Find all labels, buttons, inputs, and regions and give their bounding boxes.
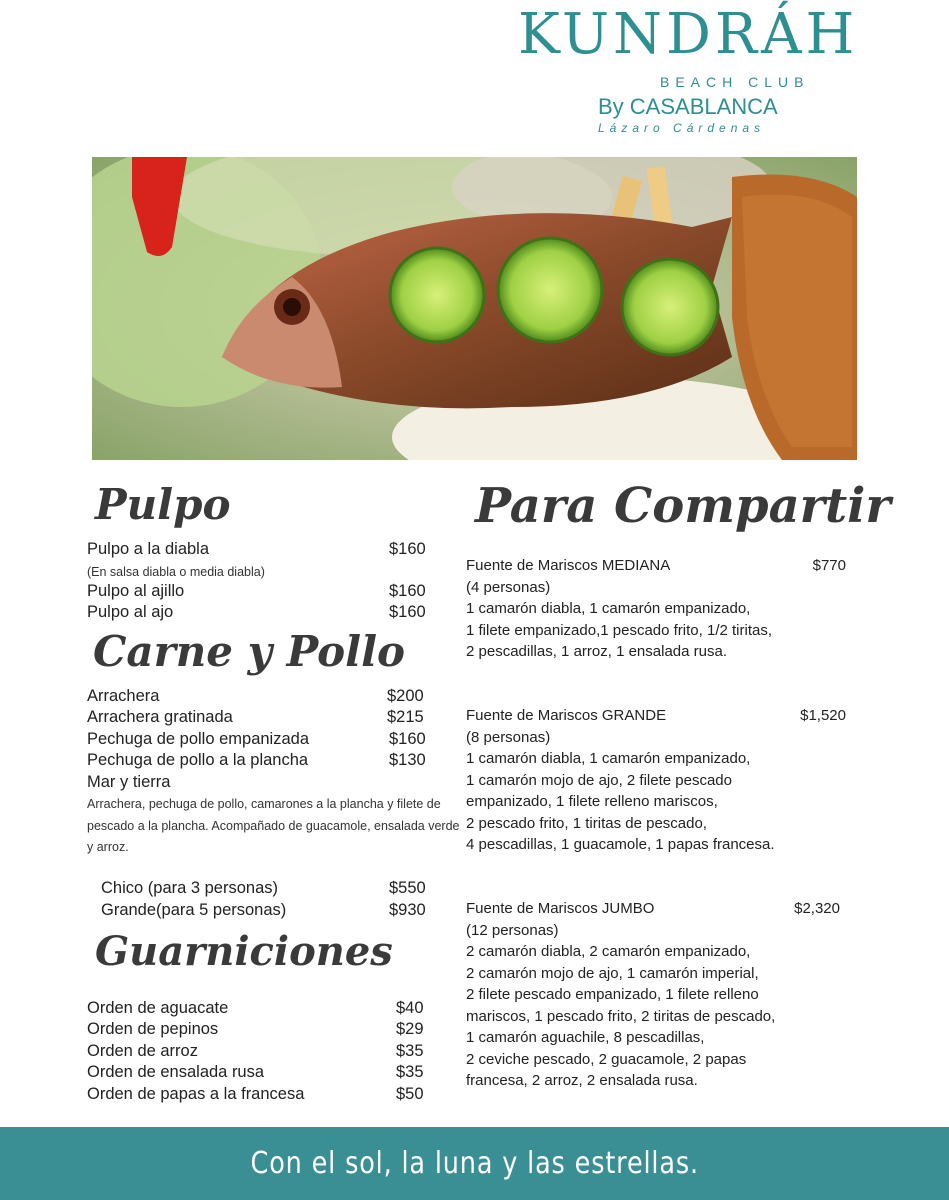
share-item-line: 1 camarón aguachile, 8 pescadillas, — [466, 1029, 705, 1046]
share-item-people: (8 personas) — [466, 728, 551, 746]
menu-item-name: Arrachera — [87, 687, 160, 705]
share-item-line: francesa, 2 arroz, 2 ensalada rusa. — [466, 1072, 698, 1089]
share-item-line: 2 pescado frito, 1 tiritas de pescado, — [466, 814, 707, 832]
fried-fish-illustration — [92, 157, 857, 460]
section-title-pulpo: Pulpo — [95, 480, 231, 529]
share-item-price: $770 — [812, 557, 846, 574]
menu-item-price: $215 — [387, 708, 424, 726]
share-item-line: 2 camarón diabla, 2 camarón empanizado, — [466, 943, 751, 960]
share-item-line: 1 filete empanizado,1 pescado frito, 1/2 tiritas, — [466, 621, 773, 639]
section-title-carne-pollo: Carne y Pollo — [93, 627, 406, 676]
share-item-mediana — [466, 555, 856, 663]
menu-item-price: $35 — [396, 1042, 424, 1060]
menu-item-name: Pechuga de pollo empanizada — [87, 730, 310, 748]
section-title-guarniciones: Guarniciones — [95, 928, 393, 975]
menu-item-price: $130 — [389, 751, 426, 769]
menu-item-name: Mar y tierra — [87, 773, 171, 791]
menu-item-name: Orden de arroz — [87, 1042, 198, 1060]
menu-item-price: $29 — [396, 1020, 424, 1038]
menu-item-price: $200 — [387, 687, 424, 705]
share-item-price: $1,520 — [800, 707, 846, 724]
menu-item-name: Orden de aguacate — [87, 999, 229, 1017]
menu-item-name: Orden de papas a la francesa — [87, 1085, 305, 1103]
share-item-line: 1 camarón diabla, 1 camarón empanizado, — [466, 600, 751, 617]
hero-food-photo — [92, 157, 857, 460]
footer-slogan: Con el sol, la luna y las estrellas. — [250, 1146, 699, 1181]
menu-item-price: $160 — [389, 540, 426, 558]
menu-item-description: Arrachera, pechuga de pollo, camarones a la plancha y filete de pescado a la plancha. Acompañado de guacamole, ensalada verde y arroz. — [87, 797, 460, 854]
menu-item-price: $50 — [396, 1085, 424, 1103]
share-item-people: (4 personas) — [466, 578, 551, 596]
logo-brand-sub: BEACH CLUB — [660, 74, 810, 90]
share-item-line: 4 pescadillas, 1 guacamole, 1 papas francesa. — [466, 836, 775, 853]
share-item-people: (12 personas) — [466, 921, 559, 939]
logo — [510, 0, 870, 140]
share-item-price: $2,320 — [794, 900, 840, 917]
menu-item-name: Pechuga de pollo a la plancha — [87, 751, 309, 769]
menu-item-price: $930 — [389, 901, 426, 919]
share-item-line: 2 camarón mojo de ajo, 1 camarón imperial, — [466, 964, 759, 982]
menu-item-name: Pulpo al ajillo — [87, 582, 185, 600]
menu-item-name: Arrachera gratinada — [87, 708, 233, 726]
menu-item-price: $160 — [389, 730, 426, 748]
logo-location: Lázaro Cárdenas — [598, 121, 766, 135]
menu-item-price: $35 — [396, 1063, 424, 1081]
share-item-name: Fuente de Mariscos GRANDE — [466, 707, 667, 724]
share-item-line: 2 ceviche pescado, 2 guacamole, 2 papas — [466, 1050, 747, 1068]
share-item-grande — [466, 705, 856, 856]
menu-item-name: Orden de pepinos — [87, 1020, 219, 1038]
menu-item-name: Chico (para 3 personas) — [101, 879, 279, 897]
menu-item-name: Grande(para 5 personas) — [101, 901, 287, 919]
logo-by-line: By CASABLANCA — [598, 94, 778, 119]
menu-item-note: (En salsa diabla o media diabla) — [87, 565, 265, 579]
menu-item-name: Orden de ensalada rusa — [87, 1063, 265, 1081]
share-item-jumbo — [466, 898, 856, 1092]
share-item-line: 2 filete pescado empanizado, 1 filete relleno — [466, 986, 759, 1003]
menu-item-price: $40 — [396, 999, 424, 1017]
menu-item-price: $550 — [389, 879, 426, 897]
share-item-name: Fuente de Mariscos JUMBO — [466, 900, 655, 917]
section-title-para-compartir: Para Compartir — [475, 478, 891, 534]
footer-banner — [0, 1127, 949, 1200]
menu-item-name: Pulpo al ajo — [87, 603, 174, 621]
logo-brand: KUNDRÁH — [518, 2, 859, 67]
share-item-name: Fuente de Mariscos MEDIANA — [466, 557, 671, 574]
share-item-line: 2 pescadillas, 1 arroz, 1 ensalada rusa. — [466, 643, 727, 660]
share-item-line: 1 camarón diabla, 1 camarón empanizado, — [466, 750, 751, 767]
menu-item-price: $160 — [389, 603, 426, 621]
share-item-line: 1 camarón mojo de ajo, 2 filete pescado — [466, 771, 732, 789]
menu-item-name: Pulpo a la diabla — [87, 540, 210, 558]
menu-item-price: $160 — [389, 582, 426, 600]
share-item-line: mariscos, 1 pescado frito, 2 tiritas de pescado, — [466, 1007, 776, 1025]
share-item-line: empanizado, 1 filete relleno mariscos, — [466, 793, 718, 810]
